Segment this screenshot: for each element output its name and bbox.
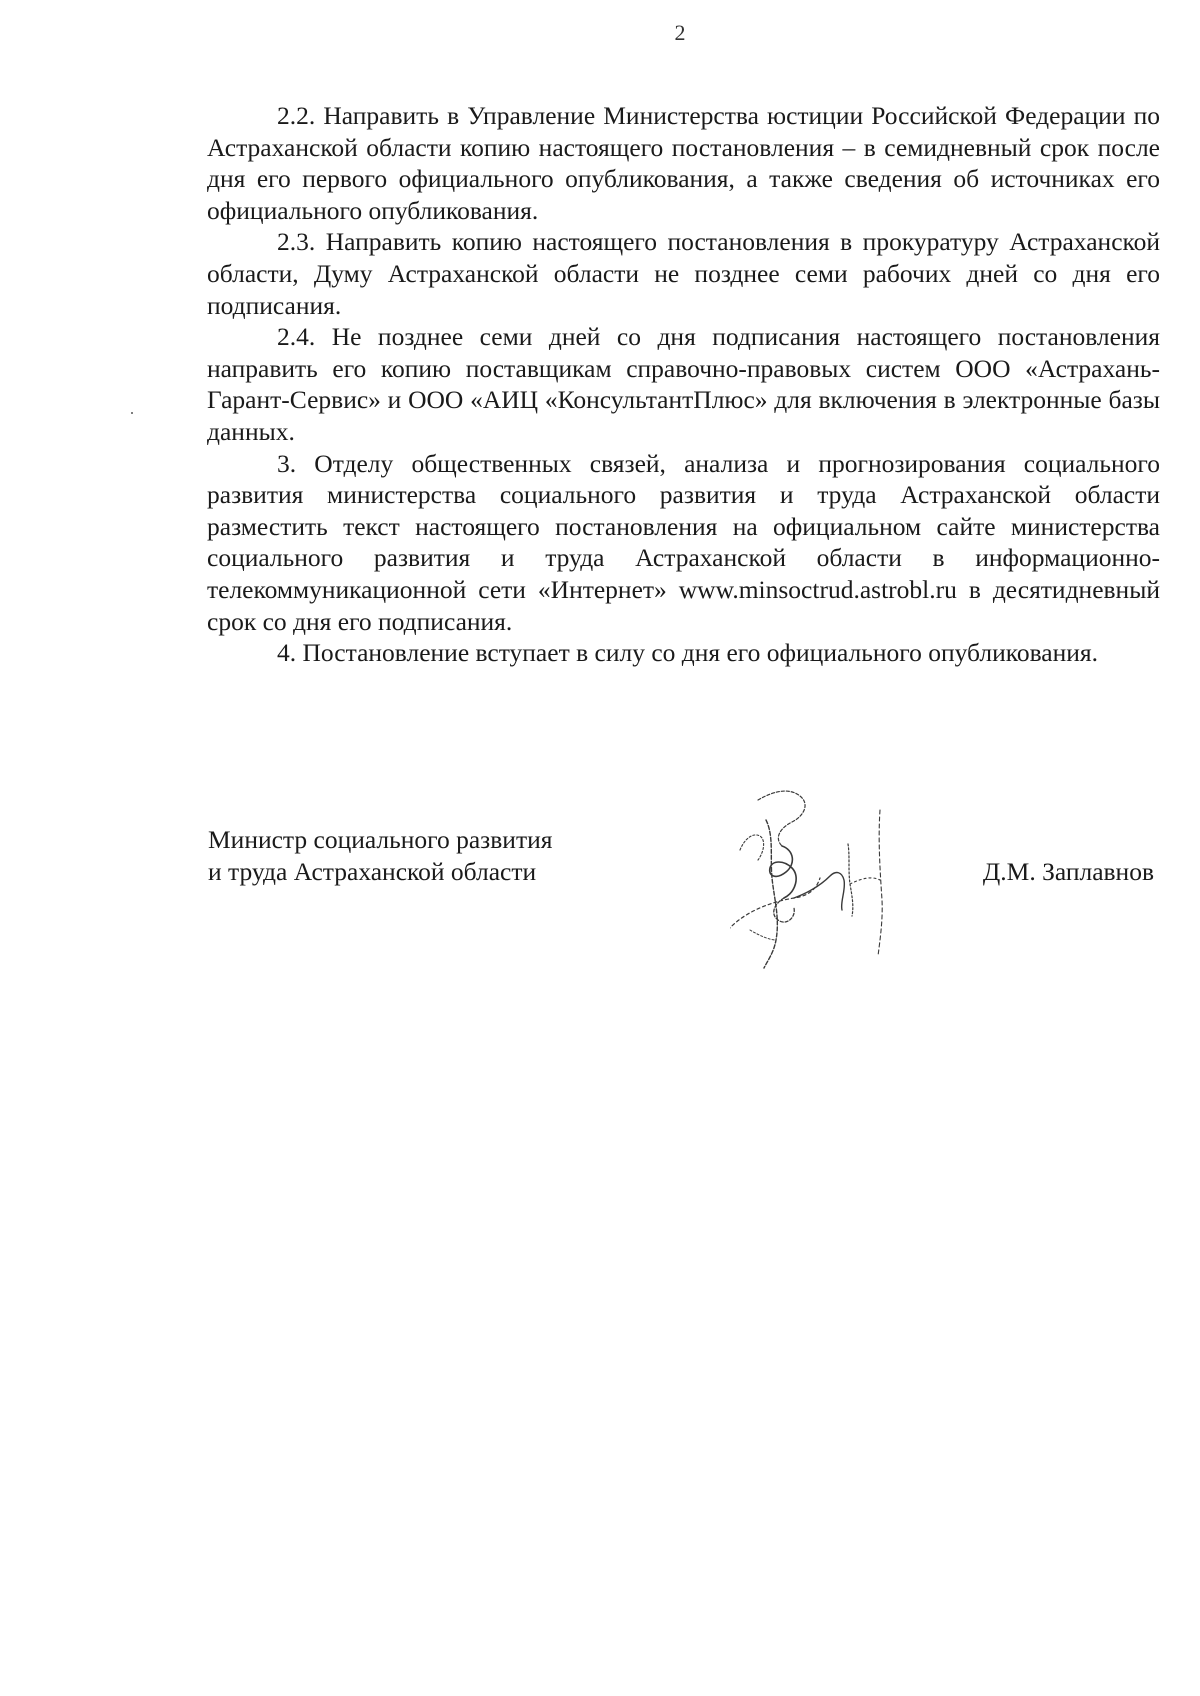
page-number: 2 (674, 20, 686, 45)
handwritten-signature-icon (730, 780, 930, 980)
document-body (207, 100, 1160, 669)
signer-position (208, 824, 552, 887)
paragraph-2-2: 2.2. Направить в Управление Министерства юстиции Российской Федерации по Астраханской области копию настоящего постановления – в семидневный срок после дня его первого официального опубликования, а также сведения об источниках его официального опубликования. (207, 101, 1160, 225)
paragraph-2-4: 2.4. Не позднее семи дней со дня подписания настоящего постановления направить его копию поставщикам справочно-правовых систем ООО «Астрахань-Гарант-Сервис» и ООО «АИЦ «КонсультантПлюс» для включения в электронные базы данных. (207, 322, 1160, 446)
paragraph-4: 4. Постановление вступает в силу со дня его официального опубликования. (277, 638, 1098, 668)
signer-position-line-1: Министр социального развития (208, 825, 553, 854)
scan-speck (131, 412, 133, 414)
signer-name: Д.М. Заплавнов (982, 857, 1154, 886)
signer-position-line-2: и труда Астраханской области (208, 856, 537, 886)
paragraph-2-3: 2.3. Направить копию настоящего постановления в прокуратуру Астраханской области, Думу Астраханской области не позднее семи рабочих дней со дня его подписания. (207, 227, 1160, 320)
paragraph-3: 3. Отделу общественных связей, анализа и прогнозирования социального развития министерства социального развития и труда Астраханской области разместить текст настоящего постановления на официальном сайте министерства социального развития и труда Астраханской области в информационно-телекоммуникационной сети «Интернет» www.minsoctrud.astrobl.ru в десятидневный срок со дня его подписания. (207, 448, 1160, 636)
